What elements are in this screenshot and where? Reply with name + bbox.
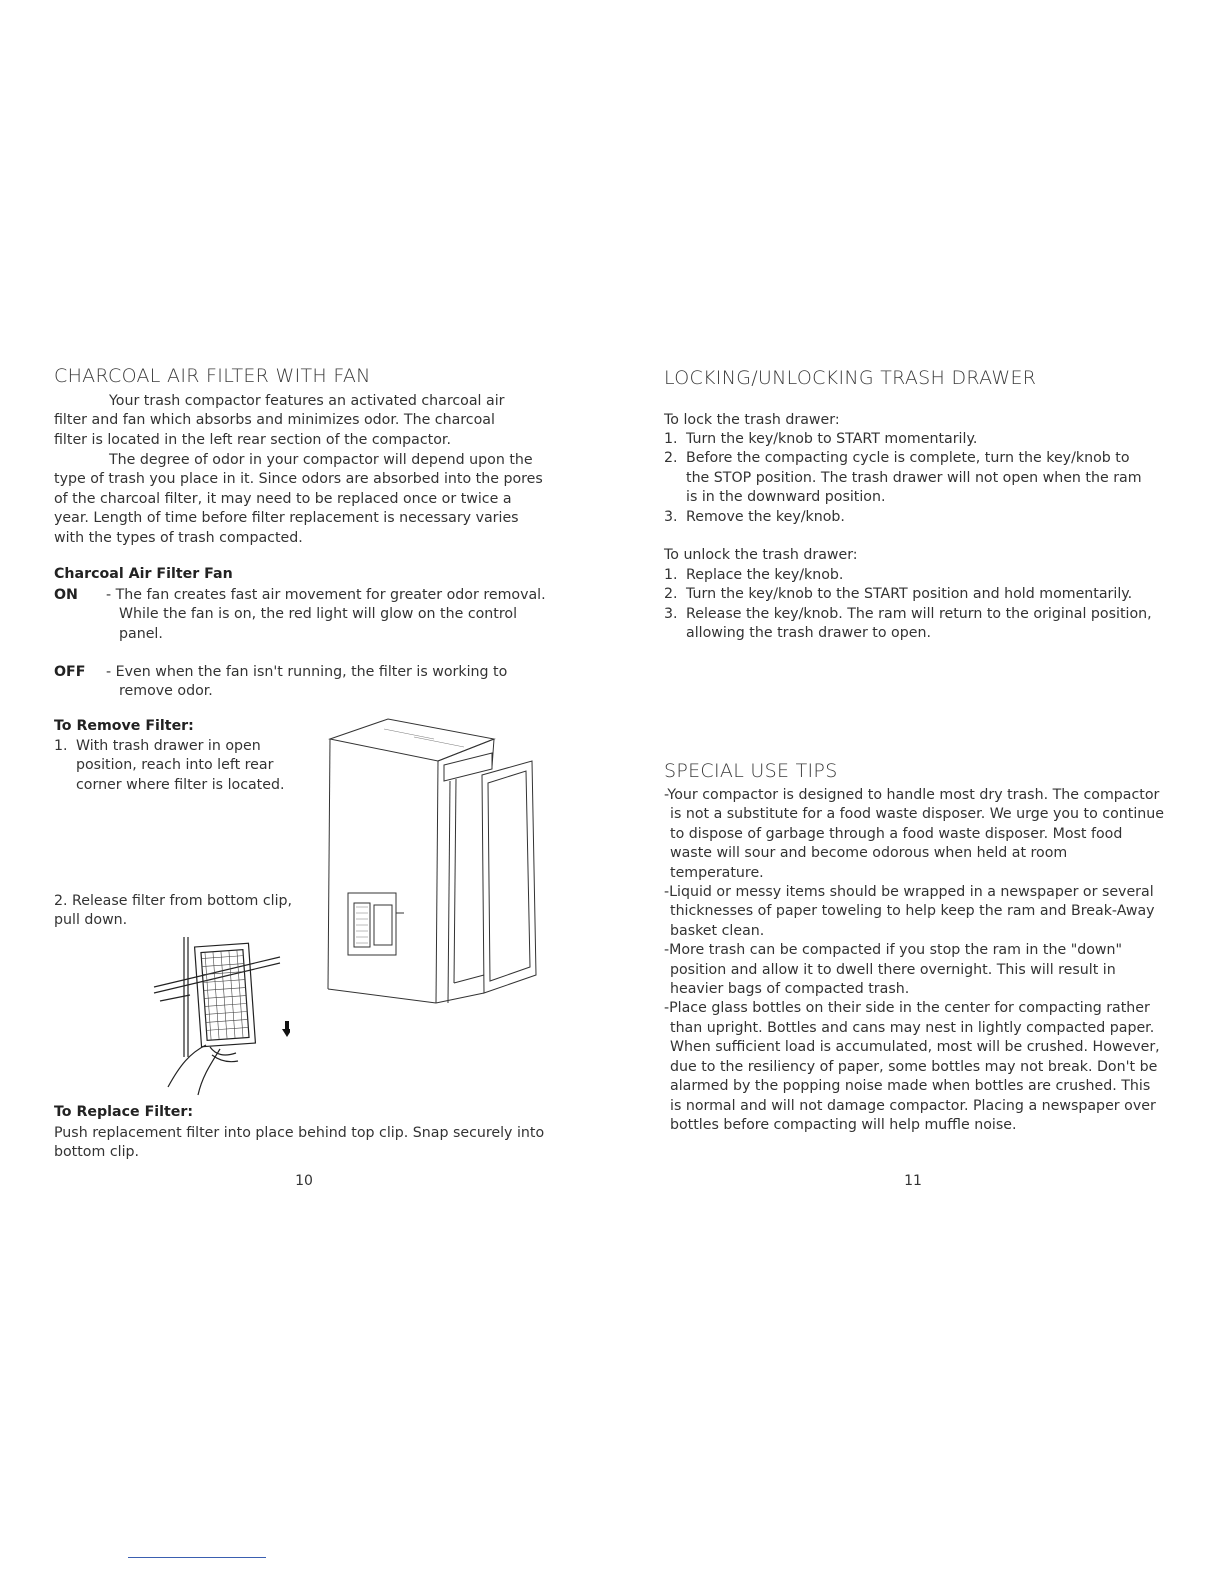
list-item: -Liquid or messy items should be wrapped in a newspaper or several thicknesses of paper toweling to help keep the ram and Break-Away basket clean. (664, 884, 1155, 939)
fan-mode-desc: - Even when the fan isn't running, the filter is working to remove odor. (106, 664, 508, 700)
list-item (664, 430, 1156, 449)
step-number: 1. (664, 567, 678, 583)
replace-filter-text: Push replacement filter into place behind top clip. Snap securely into bottom clip. (54, 1125, 545, 1161)
step-text: With trash drawer in open position, reach into left rear corner where filter is located. (76, 738, 285, 793)
step-text: Release the key/knob. The ram will return to the original position, allowing the trash drawer to open. (686, 605, 1152, 642)
list-item (664, 585, 1156, 604)
fan-mode-key: OFF (54, 664, 86, 680)
step-number: 1. (664, 431, 678, 447)
unlock-intro: To unlock the trash drawer: (664, 547, 858, 563)
list-item (664, 449, 1156, 507)
special-tips-list (664, 786, 1164, 1135)
filter-removal-illustration (150, 937, 290, 1097)
step-text: Before the compacting cycle is complete, turn the key/knob to the STOP position. The trash drawer will not open when the ram is in the downward position. (686, 450, 1142, 506)
intro-paragraph-2: The degree of odor in your compactor will depend upon the type of trash you place in it. Since odors are absorbed into the pores of the charcoal filter, it may need to be replaced once or twice a year. Length of time before filter replacement is necessary varies with the types of trash compacted. (54, 452, 543, 546)
step-number: 3. (664, 508, 678, 525)
special-tips-heading: SPECIAL USE TIPS (664, 760, 838, 782)
page-number-right: 11 (904, 1173, 922, 1189)
step-text: Turn the key/knob to the START position and hold momentarily. (686, 586, 1133, 603)
list-item (664, 566, 1156, 585)
remove-steps (54, 737, 294, 795)
list-item: -Your compactor is designed to handle most dry trash. The compactor is not a substitute for a food waste disposer. We urge you to continue to dispose of garbage through a food waste disposer. Most food waste will sour and become odorous when held at room temperature. (664, 787, 1164, 881)
step-number: 2. (664, 450, 678, 467)
list-item (664, 508, 1156, 527)
compactor-illustration (324, 717, 544, 1017)
step-text: Replace the key/knob. (686, 567, 844, 583)
step-number: 2. (664, 586, 678, 603)
list-item: -Place glass bottles on their side in the center for compacting rather than upright. Bottles and cans may nest in lightly compacted paper. When sufficient load is accumulated, most will be crushed. However, due to the resiliency of paper, some bottles may not break. Don't be alarmed by the popping noise made when bottles are crushed. This is normal and will not damage compactor. Placing a newspaper over bottles before compacting will help muffle noise. (664, 1000, 1160, 1133)
step-number: 1. (54, 738, 68, 754)
intro-paragraph-1: Your trash compactor features an activated charcoal air filter and fan which absorbs and minimizes odor. The charcoal filter is located in the left rear section of the compactor. (54, 393, 505, 448)
lock-steps (664, 430, 1156, 527)
page-number-left: 10 (295, 1173, 313, 1189)
fan-mode-desc: - The fan creates fast air movement for greater odor removal. While the fan is on, the red light will glow on the control panel. (106, 587, 546, 642)
step-text: Remove the key/knob. (686, 508, 845, 525)
remove-step-2: 2. Release filter from bottom clip, pull down. (54, 893, 293, 929)
step-number: 3. (664, 605, 678, 622)
fan-mode-key: ON (54, 587, 78, 603)
replace-filter-heading: To Replace Filter: (54, 1104, 194, 1120)
locking-heading: LOCKING/UNLOCKING TRASH DRAWER (664, 367, 1037, 389)
remove-filter-heading: To Remove Filter: (54, 718, 194, 734)
lock-intro: To lock the trash drawer: (664, 412, 840, 428)
list-item: -More trash can be compacted if you stop the ram in the "down" position and allow it to dwell there overnight. This will result in heavier bags of compacted trash. (664, 942, 1123, 998)
step-text: Turn the key/knob to START momentarily. (686, 431, 978, 447)
unlock-steps (664, 566, 1156, 644)
charcoal-filter-heading: CHARCOAL AIR FILTER WITH FAN (54, 365, 371, 387)
list-item (54, 737, 294, 795)
footer-rule (128, 1557, 266, 1558)
list-item (664, 605, 1156, 644)
fan-heading: Charcoal Air Filter Fan (54, 566, 233, 582)
